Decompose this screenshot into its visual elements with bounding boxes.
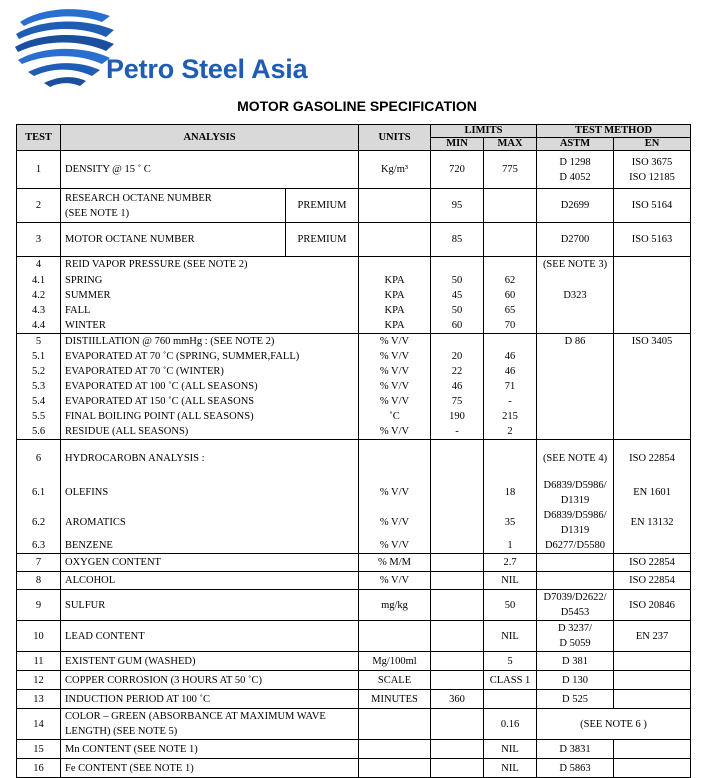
max-value: 2.7 xyxy=(484,554,537,572)
min-value xyxy=(431,652,484,671)
analysis-text: INDUCTION PERIOD AT 100 ˚C xyxy=(61,690,359,709)
astm-method: D7039/D2622/ D5453 xyxy=(537,590,614,621)
test-number: 16 xyxy=(17,759,61,778)
test-number: 2 xyxy=(17,189,61,223)
specification-table xyxy=(16,124,691,778)
max-value: 62 xyxy=(484,273,537,288)
en-method: ISO 3405 xyxy=(614,333,691,349)
en-method: EN 1601 xyxy=(614,478,691,508)
max-value xyxy=(484,189,537,223)
astm-method xyxy=(537,273,614,288)
analysis-text: COLOR – GREEN (ABSORBANCE AT MAXIMUM WAVE LENGTH) (SEE NOTE 5) xyxy=(61,709,359,740)
max-value: 50 xyxy=(484,590,537,621)
units-value: % M/M xyxy=(359,554,431,572)
units-value: % V/V xyxy=(359,572,431,590)
test-number: 4.1 xyxy=(17,273,61,288)
table-row xyxy=(17,257,691,273)
analysis-text: REID VAPOR PRESSURE (SEE NOTE 2) xyxy=(61,257,359,273)
test-number: 1 xyxy=(17,151,61,189)
astm-method xyxy=(537,394,614,409)
table-row xyxy=(17,440,691,478)
en-method xyxy=(614,759,691,778)
en-method: ISO 20846 xyxy=(614,590,691,621)
astm-method xyxy=(537,349,614,364)
max-value xyxy=(484,690,537,709)
table-row xyxy=(17,223,691,257)
specification-rows xyxy=(17,151,691,778)
max-value: CLASS 1 xyxy=(484,671,537,690)
test-number: 15 xyxy=(17,740,61,759)
test-number: 5 xyxy=(17,333,61,349)
units-value: % V/V xyxy=(359,424,431,440)
max-value: 35 xyxy=(484,508,537,538)
astm-method: D 3237/ D 5059 xyxy=(537,621,614,652)
en-method: ISO 5163 xyxy=(614,223,691,257)
max-value: 2 xyxy=(484,424,537,440)
en-method: ISO 22854 xyxy=(614,572,691,590)
grade-label: PREMIUM xyxy=(286,223,359,257)
header-max: MAX xyxy=(484,138,537,151)
analysis-text: OXYGEN CONTENT xyxy=(61,554,359,572)
test-number: 6.2 xyxy=(17,508,61,538)
astm-method xyxy=(537,409,614,424)
test-number: 14 xyxy=(17,709,61,740)
min-value xyxy=(431,759,484,778)
units-value: ˚C xyxy=(359,409,431,424)
astm-method: D6839/D5986/ D1319 xyxy=(537,478,614,508)
units-value: % V/V xyxy=(359,478,431,508)
astm-method: D 5863 xyxy=(537,759,614,778)
en-method xyxy=(614,652,691,671)
max-value: 775 xyxy=(484,151,537,189)
max-value: 60 xyxy=(484,288,537,303)
analysis-text: ALCOHOL xyxy=(61,572,359,590)
document-title: MOTOR GASOLINE SPECIFICATION xyxy=(237,98,477,114)
en-method xyxy=(614,690,691,709)
max-value: 5 xyxy=(484,652,537,671)
min-value xyxy=(431,554,484,572)
max-value: - xyxy=(484,394,537,409)
min-value: 190 xyxy=(431,409,484,424)
units-value: KPA xyxy=(359,273,431,288)
header-astm: ASTM xyxy=(537,138,614,151)
header-test-method: TEST METHOD xyxy=(537,125,691,138)
max-value xyxy=(484,223,537,257)
analysis-text: SULFUR xyxy=(61,590,359,621)
table-row xyxy=(17,318,691,334)
analysis-text: DISTIILLATION @ 760 mmHg : (SEE NOTE 2) xyxy=(61,333,359,349)
min-value: 75 xyxy=(431,394,484,409)
analysis-text: BENZENE xyxy=(61,538,359,554)
test-number: 4.4 xyxy=(17,318,61,334)
max-value: 71 xyxy=(484,379,537,394)
units-value xyxy=(359,189,431,223)
table-row xyxy=(17,759,691,778)
test-number: 13 xyxy=(17,690,61,709)
test-number: 4 xyxy=(17,257,61,273)
header-test: TEST xyxy=(17,125,61,151)
table-row xyxy=(17,709,691,740)
min-value xyxy=(431,508,484,538)
min-value: 45 xyxy=(431,288,484,303)
units-value: % V/V xyxy=(359,538,431,554)
max-value: NIL xyxy=(484,759,537,778)
table-row xyxy=(17,189,691,223)
units-value: KPA xyxy=(359,288,431,303)
test-number: 5.6 xyxy=(17,424,61,440)
en-method xyxy=(614,349,691,364)
max-value: 215 xyxy=(484,409,537,424)
astm-method xyxy=(537,303,614,318)
en-method xyxy=(614,424,691,440)
table-row xyxy=(17,288,691,303)
analysis-text: DENSITY @ 15 ˚ C xyxy=(61,151,359,189)
units-value xyxy=(359,257,431,273)
test-number: 5.2 xyxy=(17,364,61,379)
analysis-text: MOTOR OCTANE NUMBER xyxy=(61,223,286,257)
analysis-text: FINAL BOILING POINT (ALL SEASONS) xyxy=(61,409,359,424)
table-row xyxy=(17,409,691,424)
analysis-text: Mn CONTENT (SEE NOTE 1) xyxy=(61,740,359,759)
max-value: 1 xyxy=(484,538,537,554)
units-value: Kg/m³ xyxy=(359,151,431,189)
max-value: 0.16 xyxy=(484,709,537,740)
max-value xyxy=(484,257,537,273)
test-number: 5.4 xyxy=(17,394,61,409)
units-value xyxy=(359,621,431,652)
astm-method: D 525 xyxy=(537,690,614,709)
units-value: % V/V xyxy=(359,364,431,379)
astm-method: D6839/D5986/ D1319 xyxy=(537,508,614,538)
analysis-text: Fe CONTENT (SEE NOTE 1) xyxy=(61,759,359,778)
table-row xyxy=(17,333,691,349)
en-method xyxy=(614,671,691,690)
brand-name: Petro Steel Asia xyxy=(106,54,308,84)
test-number: 8 xyxy=(17,572,61,590)
grade-label: PREMIUM xyxy=(286,189,359,223)
units-value: % V/V xyxy=(359,349,431,364)
min-value: 85 xyxy=(431,223,484,257)
units-value: % V/V xyxy=(359,394,431,409)
table-row xyxy=(17,379,691,394)
analysis-text: WINTER xyxy=(61,318,359,334)
astm-method: D 3831 xyxy=(537,740,614,759)
min-value xyxy=(431,621,484,652)
astm-method: D 86 xyxy=(537,333,614,349)
analysis-text: SPRING xyxy=(61,273,359,288)
units-value xyxy=(359,740,431,759)
test-number: 11 xyxy=(17,652,61,671)
units-value xyxy=(359,709,431,740)
astm-method: (SEE NOTE 3) xyxy=(537,257,614,273)
header-min: MIN xyxy=(431,138,484,151)
en-method xyxy=(614,409,691,424)
test-number: 12 xyxy=(17,671,61,690)
test-number: 6 xyxy=(17,440,61,478)
en-method xyxy=(614,538,691,554)
table-row xyxy=(17,590,691,621)
units-value xyxy=(359,440,431,478)
astm-method xyxy=(537,554,614,572)
en-method: ISO 22854 xyxy=(614,440,691,478)
max-value: 18 xyxy=(484,478,537,508)
analysis-text: OLEFINS xyxy=(61,478,359,508)
min-value: 720 xyxy=(431,151,484,189)
analysis-text: AROMATICS xyxy=(61,508,359,538)
test-number: 7 xyxy=(17,554,61,572)
table-row xyxy=(17,364,691,379)
table-row xyxy=(17,349,691,364)
table-row xyxy=(17,303,691,318)
astm-method xyxy=(537,318,614,334)
astm-method: (SEE NOTE 4) xyxy=(537,440,614,478)
en-method xyxy=(614,288,691,303)
analysis-text: COPPER CORROSION (3 HOURS AT 50 ˚C) xyxy=(61,671,359,690)
analysis-text: LEAD CONTENT xyxy=(61,621,359,652)
test-method-note: (SEE NOTE 6 ) xyxy=(537,709,691,740)
en-method: EN 13132 xyxy=(614,508,691,538)
en-method xyxy=(614,318,691,334)
min-value xyxy=(431,440,484,478)
en-method: EN 237 xyxy=(614,621,691,652)
astm-method: D 1298 D 4052 xyxy=(537,151,614,189)
analysis-text: SUMMER xyxy=(61,288,359,303)
min-value xyxy=(431,538,484,554)
header-units: UNITS xyxy=(359,125,431,151)
table-row xyxy=(17,394,691,409)
test-number: 5.1 xyxy=(17,349,61,364)
units-value: KPA xyxy=(359,303,431,318)
min-value: 50 xyxy=(431,303,484,318)
analysis-text: RESIDUE (ALL SEASONS) xyxy=(61,424,359,440)
en-method xyxy=(614,257,691,273)
test-number: 3 xyxy=(17,223,61,257)
test-number: 10 xyxy=(17,621,61,652)
table-row xyxy=(17,424,691,440)
en-method xyxy=(614,364,691,379)
min-value xyxy=(431,572,484,590)
units-value: mg/kg xyxy=(359,590,431,621)
en-method xyxy=(614,379,691,394)
table-row xyxy=(17,554,691,572)
analysis-text: EVAPORATED AT 100 ˚C (ALL SEASONS) xyxy=(61,379,359,394)
test-number: 5.5 xyxy=(17,409,61,424)
table-row xyxy=(17,273,691,288)
analysis-text: EVAPORATED AT 70 ˚C (SPRING, SUMMER,FALL) xyxy=(61,349,359,364)
test-number: 6.3 xyxy=(17,538,61,554)
min-value xyxy=(431,590,484,621)
table-row xyxy=(17,538,691,554)
en-method xyxy=(614,303,691,318)
table-row xyxy=(17,671,691,690)
max-value: NIL xyxy=(484,572,537,590)
astm-method: D6277/D5580 xyxy=(537,538,614,554)
max-value xyxy=(484,440,537,478)
table-row xyxy=(17,621,691,652)
min-value: 60 xyxy=(431,318,484,334)
max-value: 46 xyxy=(484,364,537,379)
min-value: 95 xyxy=(431,189,484,223)
astm-method: D 381 xyxy=(537,652,614,671)
header-limits: LIMITS xyxy=(431,125,537,138)
en-method xyxy=(614,394,691,409)
units-value: MINUTES xyxy=(359,690,431,709)
test-number: 4.2 xyxy=(17,288,61,303)
units-value xyxy=(359,223,431,257)
units-value: Mg/100ml xyxy=(359,652,431,671)
units-value: % V/V xyxy=(359,379,431,394)
astm-method xyxy=(537,364,614,379)
analysis-text: EVAPORATED AT 150 ˚C (ALL SEASONS xyxy=(61,394,359,409)
analysis-text: EXISTENT GUM (WASHED) xyxy=(61,652,359,671)
units-value: KPA xyxy=(359,318,431,334)
en-method xyxy=(614,740,691,759)
min-value: 360 xyxy=(431,690,484,709)
units-value: % V/V xyxy=(359,333,431,349)
table-row xyxy=(17,740,691,759)
min-value: 22 xyxy=(431,364,484,379)
en-method: ISO 22854 xyxy=(614,554,691,572)
test-number: 6.1 xyxy=(17,478,61,508)
table-row xyxy=(17,690,691,709)
min-value xyxy=(431,709,484,740)
min-value: 20 xyxy=(431,349,484,364)
astm-method xyxy=(537,424,614,440)
min-value xyxy=(431,478,484,508)
max-value: NIL xyxy=(484,621,537,652)
astm-method: D323 xyxy=(537,288,614,303)
min-value xyxy=(431,333,484,349)
header-en: EN xyxy=(614,138,691,151)
max-value: 46 xyxy=(484,349,537,364)
analysis-text: EVAPORATED AT 70 ˚C (WINTER) xyxy=(61,364,359,379)
units-value: SCALE xyxy=(359,671,431,690)
test-number: 4.3 xyxy=(17,303,61,318)
max-value: 65 xyxy=(484,303,537,318)
min-value xyxy=(431,671,484,690)
astm-method: D 130 xyxy=(537,671,614,690)
analysis-text: HYDROCAROBN ANALYSIS : xyxy=(61,440,359,478)
table-row xyxy=(17,478,691,508)
analysis-text: FALL xyxy=(61,303,359,318)
astm-method: D2699 xyxy=(537,189,614,223)
table-row xyxy=(17,508,691,538)
units-value xyxy=(359,759,431,778)
en-method xyxy=(614,273,691,288)
max-value: 70 xyxy=(484,318,537,334)
max-value: NIL xyxy=(484,740,537,759)
en-method: ISO 3675 ISO 12185 xyxy=(614,151,691,189)
astm-method xyxy=(537,572,614,590)
en-method: ISO 5164 xyxy=(614,189,691,223)
max-value xyxy=(484,333,537,349)
min-value: 50 xyxy=(431,273,484,288)
min-value xyxy=(431,257,484,273)
table-row xyxy=(17,572,691,590)
min-value: 46 xyxy=(431,379,484,394)
min-value xyxy=(431,740,484,759)
table-row xyxy=(17,151,691,189)
table-row xyxy=(17,652,691,671)
units-value: % V/V xyxy=(359,508,431,538)
header-analysis: ANALYSIS xyxy=(61,125,359,151)
test-number: 5.3 xyxy=(17,379,61,394)
astm-method xyxy=(537,379,614,394)
analysis-text: RESEARCH OCTANE NUMBER (SEE NOTE 1) xyxy=(61,189,286,223)
test-number: 9 xyxy=(17,590,61,621)
min-value: - xyxy=(431,424,484,440)
astm-method: D2700 xyxy=(537,223,614,257)
